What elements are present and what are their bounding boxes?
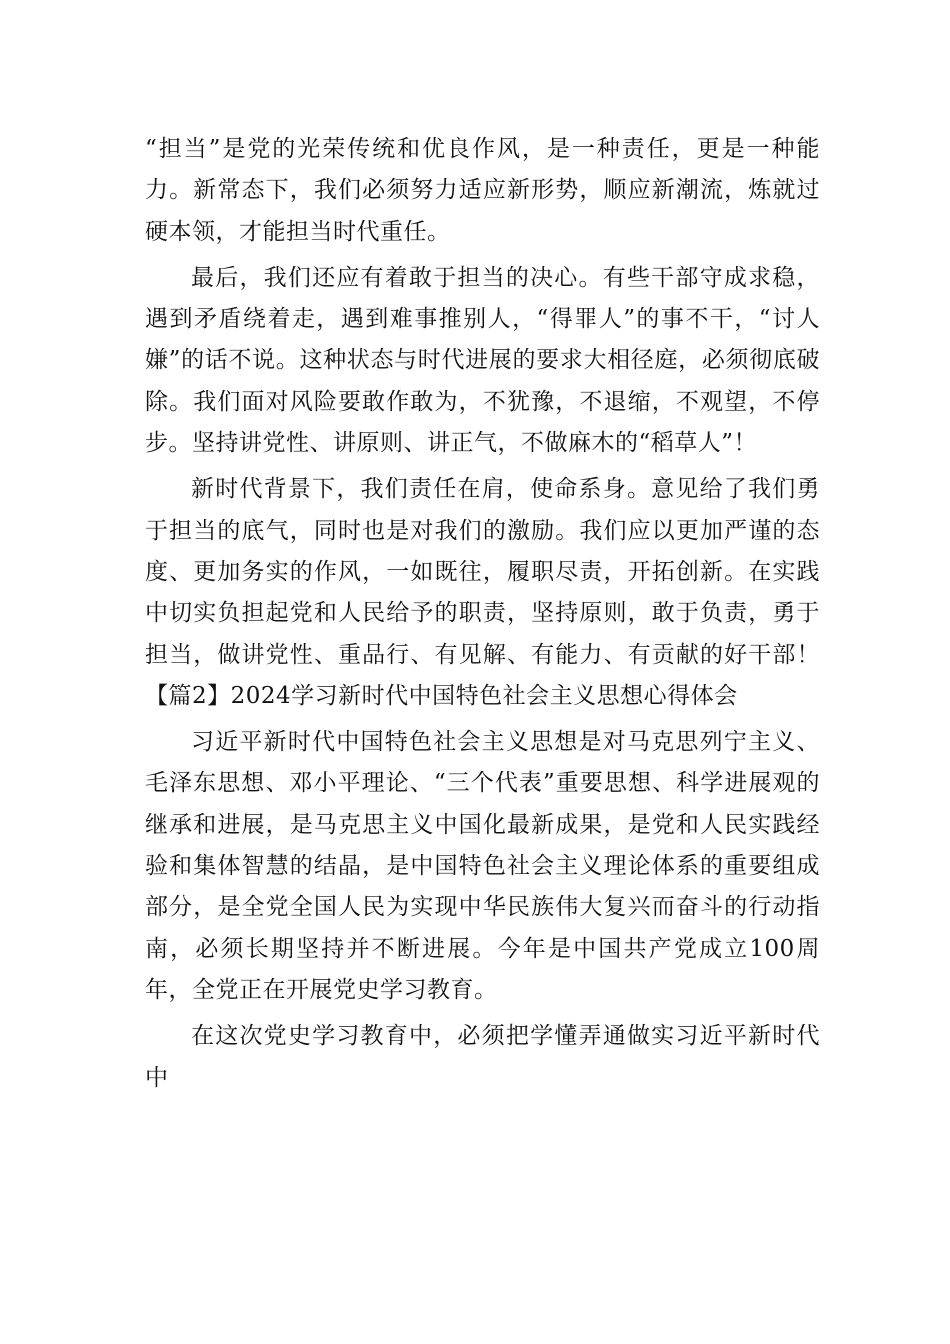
paragraph-3: 新时代背景下，我们责任在肩，使命系身。意见给了我们勇于担当的底气，同时也是对我们的激励。我们应以更加严谨的态度、更加务实的作风，一如既往，履职尽责，开拓创新。在实践中切实负担起党和人民给予的职责，坚持原则，敢于负责，勇于担当，做讲党性、重品行、有见解、有能力、有贡献的好干部！【篇2】2024学习新时代中国特色社会主义思想心得体会 [145, 476, 820, 709]
paragraph-1: “担当”是党的光荣传统和优良作风，是一种责任，更是一种能力。新常态下，我们必须努力适应新形势，顺应新潮流，炼就过硬本领，才能担当时代重任。 [145, 136, 820, 245]
document-body [145, 129, 820, 1099]
paragraph-4: 习近平新时代中国特色社会主义思想是对马克思列宁主义、毛泽东思想、邓小平理论、“三个代表”重要思想、科学进展观的继承和进展，是马克思主义中国化最新成果，是党和人民实践经验和集体智慧的结晶，是中国特色社会主义理论体系的重要组成部分，是全党全国人民为实现中华民族伟大复兴而奋斗的行动指南，必须长期坚持并不断进展。今年是中国共产党成立100周年，全党正在开展党史学习教育。 [145, 729, 820, 1003]
paragraph-5: 在这次党史学习教育中，必须把学懂弄通做实习近平新时代中 [145, 1023, 820, 1091]
paragraph-2: 最后，我们还应有着敢于担当的决心。有些干部守成求稳，遇到矛盾绕着走，遇到难事推别人，“得罪人”的事不干，“讨人嫌”的话不说。这种状态与时代进展的要求大相径庭，必须彻底破除。我们面对风险要敢作敢为，不犹豫，不退缩，不观望，不停步。坚持讲党性、讲原则、讲正气，不做麻木的“稻草人”！ [145, 264, 820, 457]
